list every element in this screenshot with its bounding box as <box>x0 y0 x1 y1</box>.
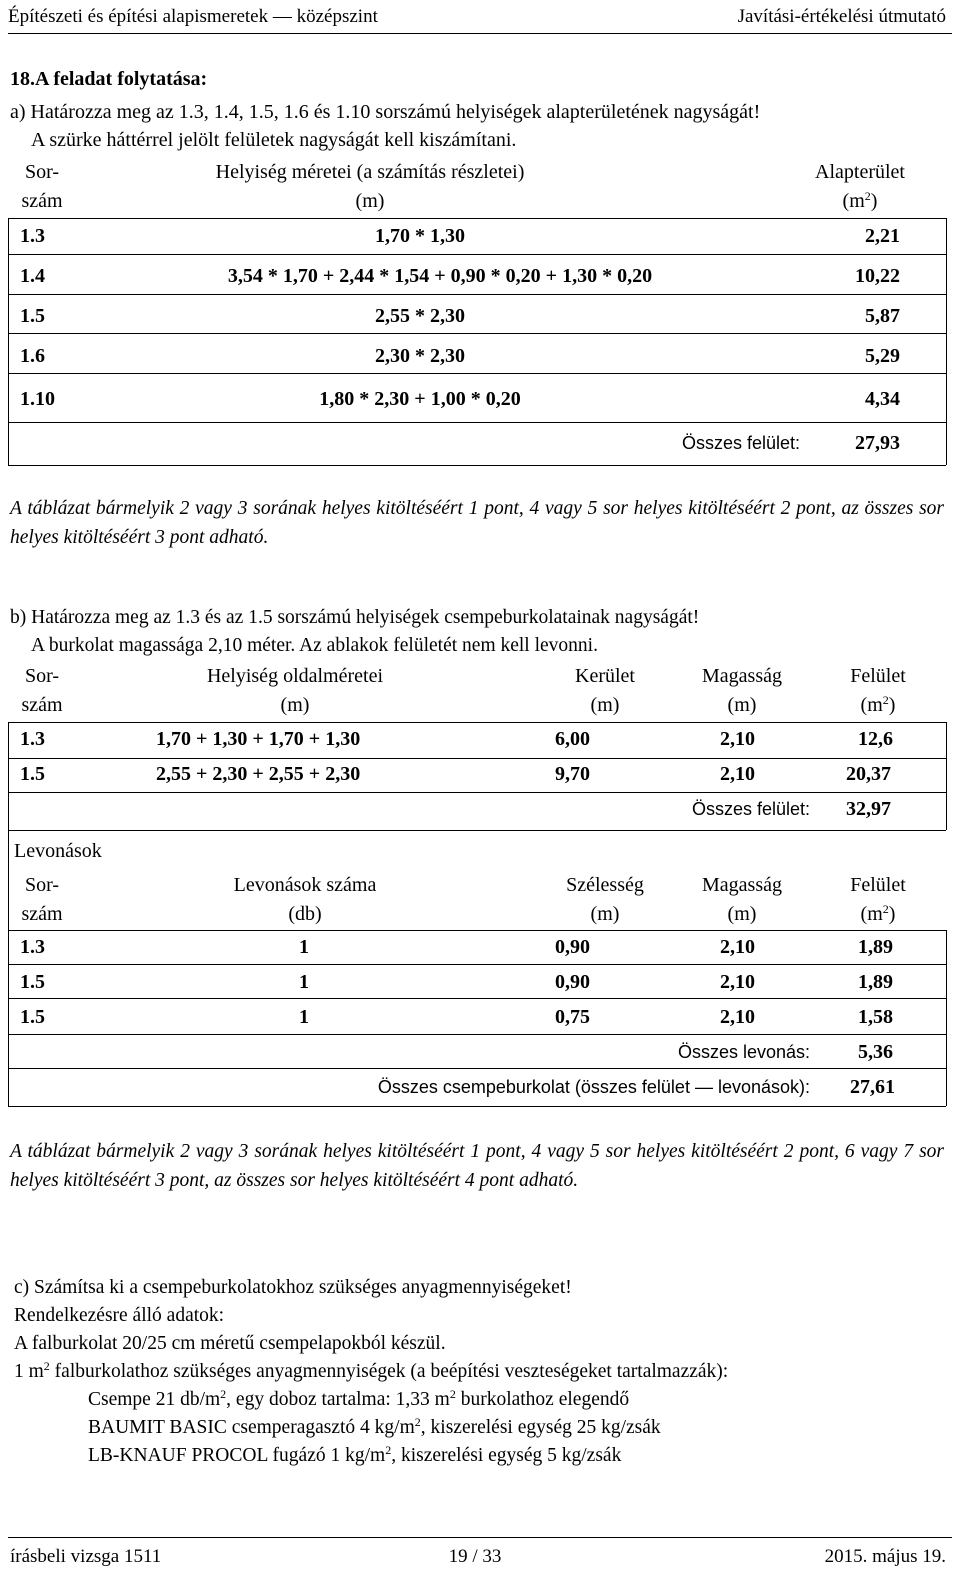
header-rule <box>8 33 952 34</box>
part-c-line1: c) Számítsa ki a csempeburkolatokhoz szükséges anyagmennyiségeket! <box>14 1277 572 1298</box>
deductions-h-area1: Felület <box>850 874 906 896</box>
table-a-row-id: 1.3 <box>20 225 45 247</box>
table-a-h-dims1: Helyiség méretei (a számítás részletei) <box>215 161 525 183</box>
table-b-line <box>8 830 946 831</box>
table-a-total-label: Összes felület: <box>681 433 800 453</box>
footer-page-number: 19 / 33 <box>448 1546 502 1567</box>
table-b-row-perimeter: 6,00 <box>555 728 590 750</box>
part-c-line3: A falburkolat 20/25 cm méretű csempelapokból készül. <box>14 1333 446 1354</box>
footer-rule <box>8 1537 952 1538</box>
table-b-h-area1: Felület <box>850 665 906 687</box>
table-a-row-id: 1.5 <box>20 305 45 327</box>
table-a-row-calc: 2,55 * 2,30 <box>375 305 465 327</box>
deductions-h-height2: (m) <box>727 903 757 925</box>
tile-total-value: 27,61 <box>850 1076 895 1098</box>
deductions-row-area: 1,89 <box>858 971 893 993</box>
table-a-border <box>8 218 9 465</box>
deductions-h-count2: (db) <box>288 903 322 925</box>
deductions-h-sor1: Sor- <box>24 874 60 896</box>
deductions-row-width: 0,90 <box>555 936 590 958</box>
deductions-border <box>946 930 947 1106</box>
table-a-line <box>8 422 946 423</box>
table-b-row-sides: 1,70 + 1,30 + 1,70 + 1,30 <box>156 728 361 750</box>
part-c-line2: Rendelkezésre álló adatok: <box>14 1305 225 1326</box>
table-a-row-area: 4,34 <box>865 388 900 410</box>
table-a-row-id: 1.10 <box>20 388 55 410</box>
deductions-row-area: 1,58 <box>858 1006 893 1028</box>
deductions-row-width: 0,90 <box>555 971 590 993</box>
table-b-h-sides2: (m) <box>280 694 310 716</box>
table-a-h-sor2: szám <box>21 190 63 212</box>
deductions-row-id: 1.5 <box>20 971 45 993</box>
deductions-total-label: Összes levonás: <box>677 1042 810 1062</box>
deductions-border <box>8 830 9 1106</box>
task-a-line2: A szürke háttérrel jelölt felületek nagyságát kell kiszámítani. <box>31 129 517 151</box>
deductions-row-id: 1.5 <box>20 1006 45 1028</box>
table-a-row-id: 1.4 <box>20 265 45 287</box>
table-b-h-height2: (m) <box>727 694 757 716</box>
deductions-row-count: 1 <box>299 971 309 993</box>
table-a-line <box>8 294 946 295</box>
deductions-row-height: 2,10 <box>720 1006 755 1028</box>
table-b-row-id: 1.5 <box>20 763 45 785</box>
deductions-row-area: 1,89 <box>858 936 893 958</box>
material-grout: LB-KNAUF PROCOL fugázó 1 $kg/m^2$, kiszerelési egység 5 kg/zsák <box>88 1443 622 1466</box>
deductions-line <box>8 1034 946 1035</box>
table-b-h-height1: Magasság <box>702 665 782 687</box>
table-a-row-calc: 1,70 * 1,30 <box>375 225 465 247</box>
deductions-line <box>8 1068 946 1069</box>
table-b-row-sides: 2,55 + 2,30 + 2,55 + 2,30 <box>156 763 361 785</box>
table-b-border <box>946 722 947 830</box>
deductions-h-count1: Levonások száma <box>233 874 377 896</box>
deductions-h-height1: Magasság <box>702 874 782 896</box>
table-a-row-calc: 2,30 * 2,30 <box>375 345 465 367</box>
deductions-h-area2: $(m^2)$ <box>860 902 896 925</box>
table-a-row-area: 5,87 <box>865 305 900 327</box>
part-b-line1: b) Határozza meg az 1.3 és az 1.5 sorszámú helyiségek csempeburkolatainak nagyságát! <box>10 607 700 628</box>
table-a-row-calc: 1,80 * 2,30 + 1,00 * 0,20 <box>319 388 521 410</box>
scoring-note-a: A táblázat bármelyik 2 vagy 3 sorának helyes kitöltéséért 1 pont, 4 vagy 5 sor helyes kitöltéséért 2 pont, az összes sor helyes kitöltéséért 3 pont adható. <box>10 498 944 548</box>
table-b-h-sor1: Sor- <box>24 665 60 687</box>
deductions-row-height: 2,10 <box>720 936 755 958</box>
footer-right: 2015. május 19. <box>824 1546 946 1567</box>
table-a-row-area: 5,29 <box>865 345 900 367</box>
deductions-row-id: 1.3 <box>20 936 45 958</box>
table-a-h-sor1: Sor- <box>24 161 60 183</box>
task-title: 18.A feladat folytatása: <box>10 68 208 90</box>
table-a-h-dims2: (m) <box>355 190 385 212</box>
material-adhesive: BAUMIT BASIC csemperagasztó 4 $kg/m^2$, kiszerelési egység 25 kg/zsák <box>88 1415 661 1438</box>
table-a-line <box>8 465 946 466</box>
footer-left: írásbeli vizsga 1511 <box>10 1546 162 1567</box>
table-a-row-area: 10,22 <box>855 265 900 287</box>
task-a-line1: a) Határozza meg az 1.3, 1.4, 1.5, 1.6 és 1.10 sorszámú helyiségek alapterületének nagyságát! <box>10 101 761 123</box>
table-b-h-sides1: Helyiség oldalméretei <box>206 665 384 687</box>
table-a-line <box>8 254 946 255</box>
part-b-line2: A burkolat magassága 2,10 méter. Az ablakok felületét nem kell levonni. <box>31 635 598 656</box>
deductions-row-count: 1 <box>299 1006 309 1028</box>
table-a-total-value: 27,93 <box>855 432 900 454</box>
table-a-line <box>8 333 946 334</box>
deductions-line <box>8 930 946 931</box>
scoring-note-b: A táblázat bármelyik 2 vagy 3 sorának helyes kitöltéséért 1 pont, 4 vagy 5 sor helyes kitöltéséért 2 pont, 6 vagy 7 sor helyes kitöltéséért 3 pont, az összes sor helyes kitöltéséért 4 pont adható. <box>10 1141 944 1191</box>
table-b-h-perim2: (m) <box>590 694 620 716</box>
table-b-row-perimeter: 9,70 <box>555 763 590 785</box>
deductions-title: Levonások <box>14 840 102 862</box>
table-a-line <box>8 218 946 219</box>
table-a-line <box>8 373 946 374</box>
table-b-total-value: 32,97 <box>846 798 891 820</box>
table-a-row-id: 1.6 <box>20 345 45 367</box>
header-left: Építészeti és építési alapismeretek — középszint <box>8 6 378 27</box>
table-b-line <box>8 722 946 723</box>
table-b-h-sor2: szám <box>21 694 63 716</box>
deductions-line <box>8 964 946 965</box>
tile-total-label: Összes csempeburkolat (összes felület — levonások): <box>377 1077 810 1097</box>
table-b-line <box>8 792 946 793</box>
deductions-line <box>8 1106 946 1107</box>
table-b-row-height: 2,10 <box>720 728 755 750</box>
deductions-h-width1: Szélesség <box>566 874 644 896</box>
material-tile: Csempe 21 $db/m^2$, egy doboz tartalma: 1,33 $m^2$ burkolathoz elegendő <box>88 1387 630 1410</box>
deductions-row-width: 0,75 <box>555 1006 590 1028</box>
table-b-h-area2: $(m^2)$ <box>860 693 896 716</box>
table-a-border <box>946 218 947 465</box>
deductions-h-sor2: szám <box>21 903 63 925</box>
table-a-row-calc: 3,54 * 1,70 + 2,44 * 1,54 + 0,90 * 0,20 + 1,30 * 0,20 <box>227 265 653 287</box>
table-b-border <box>8 722 9 830</box>
table-b-row-area: 12,6 <box>858 728 893 750</box>
table-a-h-area2: $(m^2)$ <box>842 189 878 212</box>
table-b-row-id: 1.3 <box>20 728 45 750</box>
table-b-line <box>8 758 946 759</box>
deductions-h-width2: (m) <box>590 903 620 925</box>
table-b-total-label: Összes felület: <box>691 799 810 819</box>
table-a-row-area: 2,21 <box>865 225 900 247</box>
header-right: Javítási-értékelési útmutató <box>737 6 946 27</box>
part-c-line4: 1 $m^2$ falburkolathoz szükséges anyagmennyiségek (a beépítési veszteségeket tartalmazzák): <box>14 1359 729 1382</box>
table-b-row-height: 2,10 <box>720 763 755 785</box>
deductions-row-height: 2,10 <box>720 971 755 993</box>
deductions-row-count: 1 <box>299 936 309 958</box>
deductions-total-value: 5,36 <box>858 1041 893 1063</box>
table-b-h-perim1: Kerület <box>575 665 635 687</box>
table-a-h-area1: Alapterület <box>815 161 905 183</box>
table-b-row-area: 20,37 <box>846 763 891 785</box>
deductions-line <box>8 998 946 999</box>
